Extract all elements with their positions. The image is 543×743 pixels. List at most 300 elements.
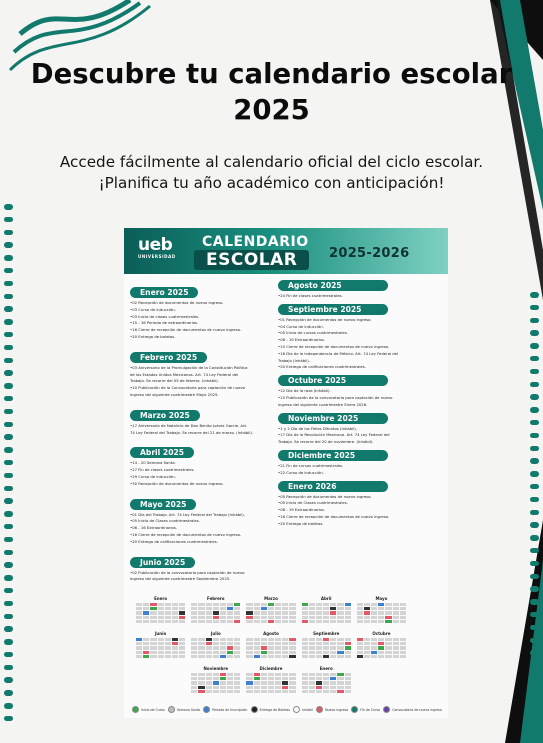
legend-label: Inicio de Curso [141,707,165,712]
day-cell [191,686,197,689]
mini-calendar [246,666,295,699]
legend-item [316,706,348,713]
day-cell [316,655,322,658]
day-cell [316,690,322,693]
month-event: •14 - 20 Semana Santa. [130,460,176,466]
month-event: •1 y 2 Día de los Fieles Difuntos (Inhábil). [278,425,357,431]
day-cell [220,686,226,689]
day-cell [165,646,171,649]
calendar-legend [132,706,442,713]
day-cell [213,611,219,614]
day-cell [323,646,329,649]
binding-dot [4,255,13,261]
day-cell [254,651,260,654]
day-cell [246,603,252,606]
day-cell [309,646,315,649]
binding-dot [530,586,539,592]
day-cell [213,646,219,649]
day-cell [213,638,219,641]
day-cell [254,607,260,610]
day-cell [275,646,281,649]
binding-dot [4,677,13,683]
day-cell [213,616,219,619]
day-cell [268,642,274,645]
month-event: •02 Publicación de la convocatoria para captación de nuevo [130,569,245,575]
day-cell [289,616,295,619]
month-section [130,280,280,341]
day-cell [385,638,391,641]
day-cell [136,642,142,645]
mini-calendar-days [191,603,240,623]
binding-dot [530,638,539,644]
binding-dot [530,292,539,298]
day-cell [198,603,204,606]
day-cell [364,616,370,619]
day-cell [371,638,377,641]
day-cell [345,677,351,680]
mini-calendar-title: Noviembre [203,666,229,671]
day-cell [234,642,240,645]
legend-item [383,706,442,713]
binding-dot [4,562,13,568]
binding-dot [4,524,13,530]
month-section [278,450,428,477]
day-cell [337,620,343,623]
day-cell [158,646,164,649]
day-cell [323,620,329,623]
day-cell [261,620,267,623]
day-cell [268,655,274,658]
day-cell [261,611,267,614]
day-cell [227,651,233,654]
day-cell [282,611,288,614]
month-event: •05 Recepción de documentos de nuevo ingreso. [278,493,372,499]
day-cell [323,616,329,619]
binding-dot [530,420,539,426]
month-event: •01 Recepción de documentos de nuevo ingreso. [278,316,372,322]
binding-dot [4,511,13,517]
day-cell [198,690,204,693]
binding-dot [530,510,539,516]
day-cell [150,620,156,623]
day-cell [385,646,391,649]
day-cell [220,607,226,610]
day-cell [234,651,240,654]
day-cell [198,677,204,680]
day-cell [206,681,212,684]
day-cell [268,651,274,654]
day-cell [158,620,164,623]
day-cell [289,651,295,654]
month-event: •02 Recepción de documentos de nuevo ingreso. [130,300,224,305]
day-cell [337,655,343,658]
day-cell [282,642,288,645]
day-cell [378,611,384,614]
day-cell [150,638,156,641]
day-cell [371,616,377,619]
binding-dot [530,702,539,708]
day-cell [282,681,288,684]
day-cell [289,686,295,689]
day-cell [191,690,197,693]
day-cell [323,681,329,684]
mini-calendar [191,631,240,664]
day-cell [179,616,185,619]
day-cell [261,677,267,680]
day-cell [282,616,288,619]
mini-calendar-days [246,603,295,623]
day-cell [220,690,226,693]
day-cell [393,616,399,619]
day-cell [234,646,240,649]
day-cell [206,655,212,658]
day-cell [206,611,212,614]
day-cell [261,690,267,693]
binding-dot [4,422,13,428]
month-event: ingreso del siguiente cuatrimestre Enero 2026. [278,401,368,407]
mini-calendar [246,631,295,664]
mini-calendar-title: Marzo [264,596,278,601]
day-cell [337,673,343,676]
month-event: 74 Ley Federal del Trabajo. Se recorre del 21 de marzo. (Inhábil). [130,429,254,435]
day-cell [316,616,322,619]
day-cell [316,642,322,645]
binding-dot [4,409,13,415]
day-cell [364,620,370,623]
day-cell [198,620,204,623]
month-event: •15 Publicación de la convocatoria para captación de nuevo [278,394,393,400]
day-cell [268,681,274,684]
day-cell [179,611,185,614]
day-cell [143,607,149,610]
day-cell [330,655,336,658]
day-cell [172,603,178,606]
day-cell [220,642,226,645]
binding-dot [4,614,13,620]
day-cell [316,646,322,649]
month-event: •05 Inicio de Clases cuatrimestrales. [130,518,200,524]
month-section [278,481,428,528]
day-cell [191,646,197,649]
day-cell [337,638,343,641]
day-cell [282,646,288,649]
legend-label: Entrega de Boletas [259,707,290,712]
day-cell [289,673,295,676]
day-cell [268,616,274,619]
day-cell [316,677,322,680]
day-cell [393,620,399,623]
day-cell [345,611,351,614]
day-cell [357,655,363,658]
day-cell [393,603,399,606]
day-cell [282,651,288,654]
month-label: Mayo 2025 [130,499,196,510]
day-cell [400,611,406,614]
logo-subtext: UNIVERSIDAD [138,254,176,259]
day-cell [172,638,178,641]
day-cell [261,646,267,649]
binding-dot [4,268,13,274]
headline-line-2: 2025 [233,94,310,126]
day-cell [289,677,295,680]
day-cell [213,690,219,693]
day-cell [275,651,281,654]
month-event: •20 Entrega de calificaciones cuatrimestrales. [278,364,366,370]
day-cell [136,603,142,606]
day-cell [357,607,363,610]
day-cell [309,638,315,641]
binding-dot [530,394,539,400]
binding-dot [530,446,539,452]
day-cell [337,677,343,680]
day-cell [302,620,308,623]
day-cell [234,655,240,658]
month-event: •15 - 16 Periodo de extraordinarios. [130,320,199,326]
day-cell [198,646,204,649]
binding-dot [530,407,539,413]
mini-calendar-days [302,638,351,658]
binding-dot [530,433,539,439]
day-cell [302,616,308,619]
day-cell [323,607,329,610]
day-cell [400,651,406,654]
day-cell [345,681,351,684]
binding-dot [4,345,13,351]
day-cell [191,651,197,654]
page-subtitle [20,152,523,194]
day-cell [158,638,164,641]
binding-dot [530,484,539,490]
day-cell [246,673,252,676]
day-cell [150,616,156,619]
day-cell [227,686,233,689]
day-cell [316,620,322,623]
day-cell [309,681,315,684]
mini-calendar-title: Enero [154,596,168,601]
day-cell [220,646,226,649]
day-cell [213,651,219,654]
binding-dot [530,356,539,362]
month-label: Octubre 2025 [278,375,388,386]
month-event: •21 Fin de cursos cuatrimestrales. [278,462,344,468]
day-cell [172,655,178,658]
day-cell [378,655,384,658]
day-cell [357,651,363,654]
day-cell [316,651,322,654]
month-event: •27 Fin de clases cuatrimestrales. [130,467,195,473]
day-cell [261,638,267,641]
month-event: •22 Curso de inducción. [278,469,324,475]
mini-calendar-title: Octubre [372,631,391,636]
day-cell [246,686,252,689]
day-cell [220,603,226,606]
day-cell [136,651,142,654]
month-label: Enero 2025 [130,287,198,298]
day-cell [261,607,267,610]
day-cell [316,673,322,676]
day-cell [143,616,149,619]
day-cell [400,616,406,619]
day-cell [309,690,315,693]
day-cell [393,611,399,614]
day-cell [191,642,197,645]
university-logo [138,236,176,259]
day-cell [191,681,197,684]
day-cell [345,646,351,649]
day-cell [323,603,329,606]
day-cell [150,607,156,610]
month-event: •08 - 19 Extraordinarios. [278,337,326,343]
day-cell [345,616,351,619]
day-cell [165,603,171,606]
day-cell [261,616,267,619]
day-cell [254,655,260,658]
month-section [278,413,428,446]
month-event: •03 Curso de inducción. [130,306,176,312]
day-cell [234,681,240,684]
day-cell [254,611,260,614]
binding-dot [4,665,13,671]
day-cell [275,655,281,658]
day-cell [165,620,171,623]
day-cell [385,651,391,654]
day-cell [261,603,267,606]
binding-dot [4,358,13,364]
day-cell [172,642,178,645]
day-cell [179,603,185,606]
day-cell [302,638,308,641]
day-cell [337,642,343,645]
day-cell [220,655,226,658]
day-cell [309,611,315,614]
binding-dot [4,447,13,453]
day-cell [206,620,212,623]
month-section [130,492,280,546]
day-cell [385,611,391,614]
day-cell [275,611,281,614]
day-cell [213,673,219,676]
day-cell [172,611,178,614]
mini-calendar [191,666,240,699]
day-cell [227,603,233,606]
day-cell [220,620,226,623]
day-cell [289,620,295,623]
legend-label: Periodo de Inscripción [212,707,248,712]
day-cell [316,611,322,614]
day-cell [261,686,267,689]
day-cell [198,616,204,619]
legend-label: Inhábil [302,707,313,712]
day-cell [400,638,406,641]
month-event: •17 Aniversario de Natalicio de Don Benito Juárez García. Art. [130,422,248,428]
month-event: ingreso del siguiente cuatrimestre Mayo 2025. [130,391,219,397]
day-cell [275,638,281,641]
day-cell [143,603,149,606]
binding-dot [4,626,13,632]
binding-dot [530,369,539,375]
binding-dot [4,460,13,466]
day-cell [345,638,351,641]
binding-dot [4,639,13,645]
day-cell [330,686,336,689]
day-cell [268,677,274,680]
day-cell [227,638,233,641]
legend-swatch [383,706,390,713]
day-cell [227,607,233,610]
month-event: •16 Cierre de recepción de documentos de nuevo ingreso. [130,327,242,333]
mini-calendar [246,596,295,629]
day-cell [136,655,142,658]
day-cell [393,607,399,610]
mini-calendar-title: Mayo [375,596,388,601]
month-label: Septiembre 2025 [278,304,388,315]
month-event: •03 Aniversario de la Promulgación de la Constitución Política [130,364,248,370]
day-cell [136,607,142,610]
subtitle-line-2: ¡Planifica tu año académico con anticipación! [98,174,445,192]
day-cell [345,642,351,645]
day-cell [213,677,219,680]
day-cell [302,607,308,610]
day-cell [268,603,274,606]
day-cell [172,646,178,649]
day-cell [227,673,233,676]
binding-dot [4,396,13,402]
day-cell [234,620,240,623]
day-cell [246,677,252,680]
day-cell [400,607,406,610]
day-cell [302,655,308,658]
day-cell [136,616,142,619]
binding-dot [530,714,539,720]
day-cell [289,611,295,614]
day-cell [165,638,171,641]
day-cell [275,673,281,676]
binding-dot [530,471,539,477]
binding-dot [530,343,539,349]
mini-calendar [136,666,185,699]
day-cell [220,611,226,614]
day-cell [198,642,204,645]
legend-label: Convocatoria de nuevo ingreso [392,707,442,712]
binding-dot [4,716,13,722]
binding-dot [530,497,539,503]
day-cell [330,611,336,614]
day-cell [191,603,197,606]
day-cell [206,651,212,654]
mini-calendar-days [246,673,295,693]
day-cell [158,607,164,610]
day-cell [191,673,197,676]
day-cell [227,642,233,645]
binding-dots-left [4,204,13,721]
day-cell [385,655,391,658]
month-event: •03 Inicio de clases cuatrimestrales. [130,313,200,319]
day-cell [227,677,233,680]
day-cell [330,651,336,654]
binding-dot [4,588,13,594]
day-cell [246,655,252,658]
day-cell [345,673,351,676]
day-cell [136,638,142,641]
day-cell [234,638,240,641]
mini-calendar [136,596,185,629]
day-cell [282,638,288,641]
mini-calendar-days [357,638,406,658]
day-cell [220,616,226,619]
day-cell [378,646,384,649]
day-cell [393,655,399,658]
day-cell [227,646,233,649]
